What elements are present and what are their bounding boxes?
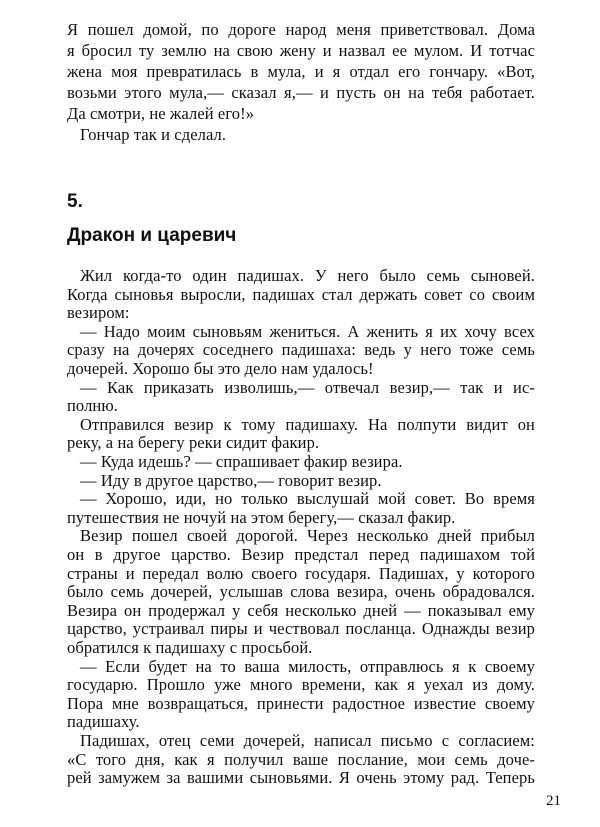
- section-number: 5.: [67, 191, 83, 212]
- text-line: путешествия не ночуй на этом берегу,— сказал факир.: [67, 507, 456, 527]
- text-line: обратился к падишаху с просьбой.: [67, 638, 313, 657]
- text-line: Да смотри, не жалей его!»: [67, 104, 255, 123]
- text-line: Везира он продержал у себя несколько дней — показывал ему: [67, 600, 535, 620]
- text-line: — Куда идешь? — спрашивает факир везира.: [80, 452, 403, 471]
- page-number: 21: [546, 793, 561, 809]
- section-title: Дракон и царевич: [67, 225, 237, 246]
- text-line: везиром:: [67, 303, 130, 323]
- text-line: — Иду в другое царство,— говорит везир.: [80, 470, 382, 490]
- text-line: царство, устраивал пиры и чествовал посланца. Однажды везир: [67, 619, 535, 639]
- text-line: — Если будет на то ваша милость, отправлюсь я к своему: [80, 656, 535, 676]
- text-line: дочерей. Хорошо бы это дело нам удалось!: [67, 359, 374, 378]
- text-line: реку, а на берегу реки сидит факир.: [67, 433, 320, 453]
- text-line: я бросил ту землю на свою жену и назвал ее мулом. И тотчас: [67, 41, 535, 60]
- text-line: Я пошел домой, по дороге народ меня приветствовал. Дома: [67, 20, 535, 39]
- text-line: страны и передал волю своего государя. Падишах, у которого: [67, 563, 535, 583]
- text-line: — Как приказать изволишь,— отвечал везир,— так и ис-: [80, 377, 535, 397]
- text-line: Падишах, отец семи дочерей, написал письмо с согласием:: [80, 731, 535, 750]
- text-line: падишаху.: [67, 712, 140, 732]
- text-line: — Хорошо, иди, но только выслушай мой совет. Во время: [80, 489, 535, 509]
- text-line: было семь дочерей, услышав слова везира, очень обрадовался.: [67, 582, 535, 602]
- text-line: Гончар так и сделал.: [80, 125, 227, 144]
- text-line: возьми этого мула,— сказал я,— и пусть он на тебя работает.: [67, 83, 535, 102]
- text-line: сразу на дочерях соседнего падишаха: ведь у него тоже семь: [67, 340, 535, 360]
- text-line: он в другое царство. Везир предстал перед падишахом той: [67, 545, 535, 564]
- text-line: государю. Прошло уже много времени, как я уехал из дому.: [67, 675, 535, 695]
- text-line: полню.: [67, 396, 118, 416]
- text-line: Когда сыновья выросли, падишах стал держать совет со своим: [67, 284, 535, 304]
- text-line: рей замужем за вашими сыновьями. Я очень этому рад. Теперь: [67, 768, 535, 788]
- text-line: Пора мне возвращаться, принести радостное известие своему: [67, 693, 535, 713]
- text-line: «С того дня, как я получил ваше послание, мои семь доче-: [67, 749, 535, 769]
- text-line: — Надо моим сыновьям жениться. А женить я их хочу всех: [80, 321, 535, 341]
- text-line: Везир пошел своей дорогой. Через несколько дней прибыл: [80, 526, 535, 546]
- text-line: Жил когда-то один падишах. У него было семь сыновей.: [80, 266, 535, 285]
- text-line: жена моя превратилась в мула, и я отдал его гончару. «Вот,: [67, 62, 535, 81]
- text-line: Отправился везир к тому падишаху. На полпути видит он: [80, 414, 535, 434]
